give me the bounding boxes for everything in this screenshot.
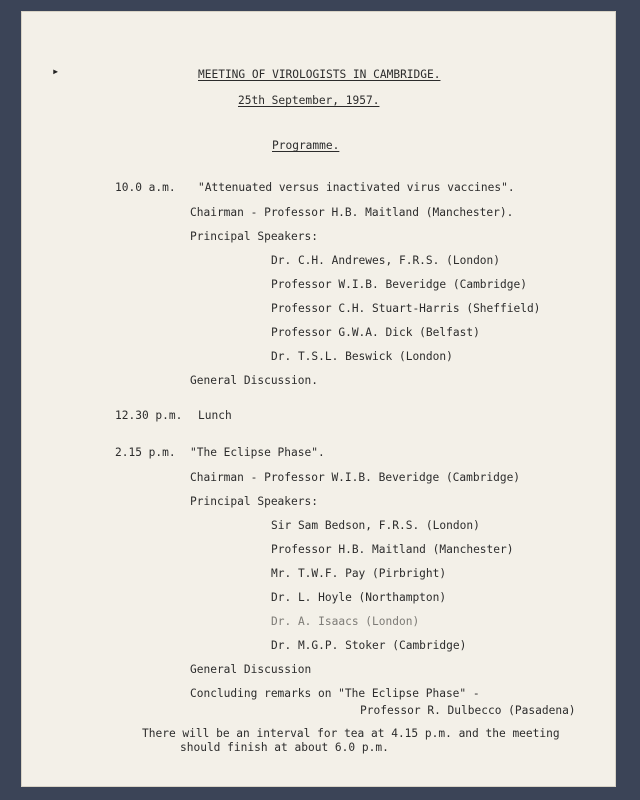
morning-speakers-label: Principal Speakers: (190, 230, 318, 243)
document-date: 25th September, 1957. (238, 94, 380, 107)
concluding-speaker: Professor R. Dulbecco (Pasadena) (360, 704, 576, 717)
footer-note-line1: There will be an interval for tea at 4.15 p.m. and the meeting (142, 727, 560, 740)
document-title: MEETING OF VIROLOGISTS IN CAMBRIDGE. (198, 68, 441, 81)
afternoon-speaker: Sir Sam Bedson, F.R.S. (London) (271, 519, 480, 532)
morning-speaker: Dr. T.S.L. Beswick (London) (271, 350, 453, 363)
lunch-label: Lunch (198, 409, 232, 422)
ink-mark: ▸ (52, 64, 60, 78)
afternoon-speakers-label: Principal Speakers: (190, 495, 318, 508)
morning-discussion: General Discussion. (190, 374, 318, 387)
morning-time: 10.0 a.m. (115, 181, 176, 194)
afternoon-speaker: Professor H.B. Maitland (Manchester) (271, 543, 514, 556)
morning-speaker: Professor W.I.B. Beveridge (Cambridge) (271, 278, 527, 291)
afternoon-speaker: Dr. A. Isaacs (London) (271, 615, 420, 628)
morning-topic: "Attenuated versus inactivated virus vaccines". (198, 181, 515, 194)
afternoon-speaker: Dr. M.G.P. Stoker (Cambridge) (271, 639, 467, 652)
morning-speaker: Dr. C.H. Andrewes, F.R.S. (London) (271, 254, 501, 267)
afternoon-topic: "The Eclipse Phase". (190, 446, 325, 459)
afternoon-chairman: Chairman - Professor W.I.B. Beveridge (Cambridge) (190, 471, 521, 484)
morning-chairman: Chairman - Professor H.B. Maitland (Manchester). (190, 206, 514, 219)
morning-speaker: Professor C.H. Stuart-Harris (Sheffield) (271, 302, 541, 315)
concluding-remarks: Concluding remarks on "The Eclipse Phase" - (190, 687, 480, 700)
afternoon-speaker: Dr. L. Hoyle (Northampton) (271, 591, 447, 604)
programme-heading: Programme. (272, 139, 340, 152)
afternoon-discussion: General Discussion (190, 663, 312, 676)
footer-note-line2: should finish at about 6.0 p.m. (180, 741, 389, 754)
afternoon-time: 2.15 p.m. (115, 446, 176, 459)
lunch-time: 12.30 p.m. (115, 409, 183, 422)
morning-speaker: Professor G.W.A. Dick (Belfast) (271, 326, 480, 339)
afternoon-speaker: Mr. T.W.F. Pay (Pirbright) (271, 567, 447, 580)
document-page (22, 12, 615, 786)
